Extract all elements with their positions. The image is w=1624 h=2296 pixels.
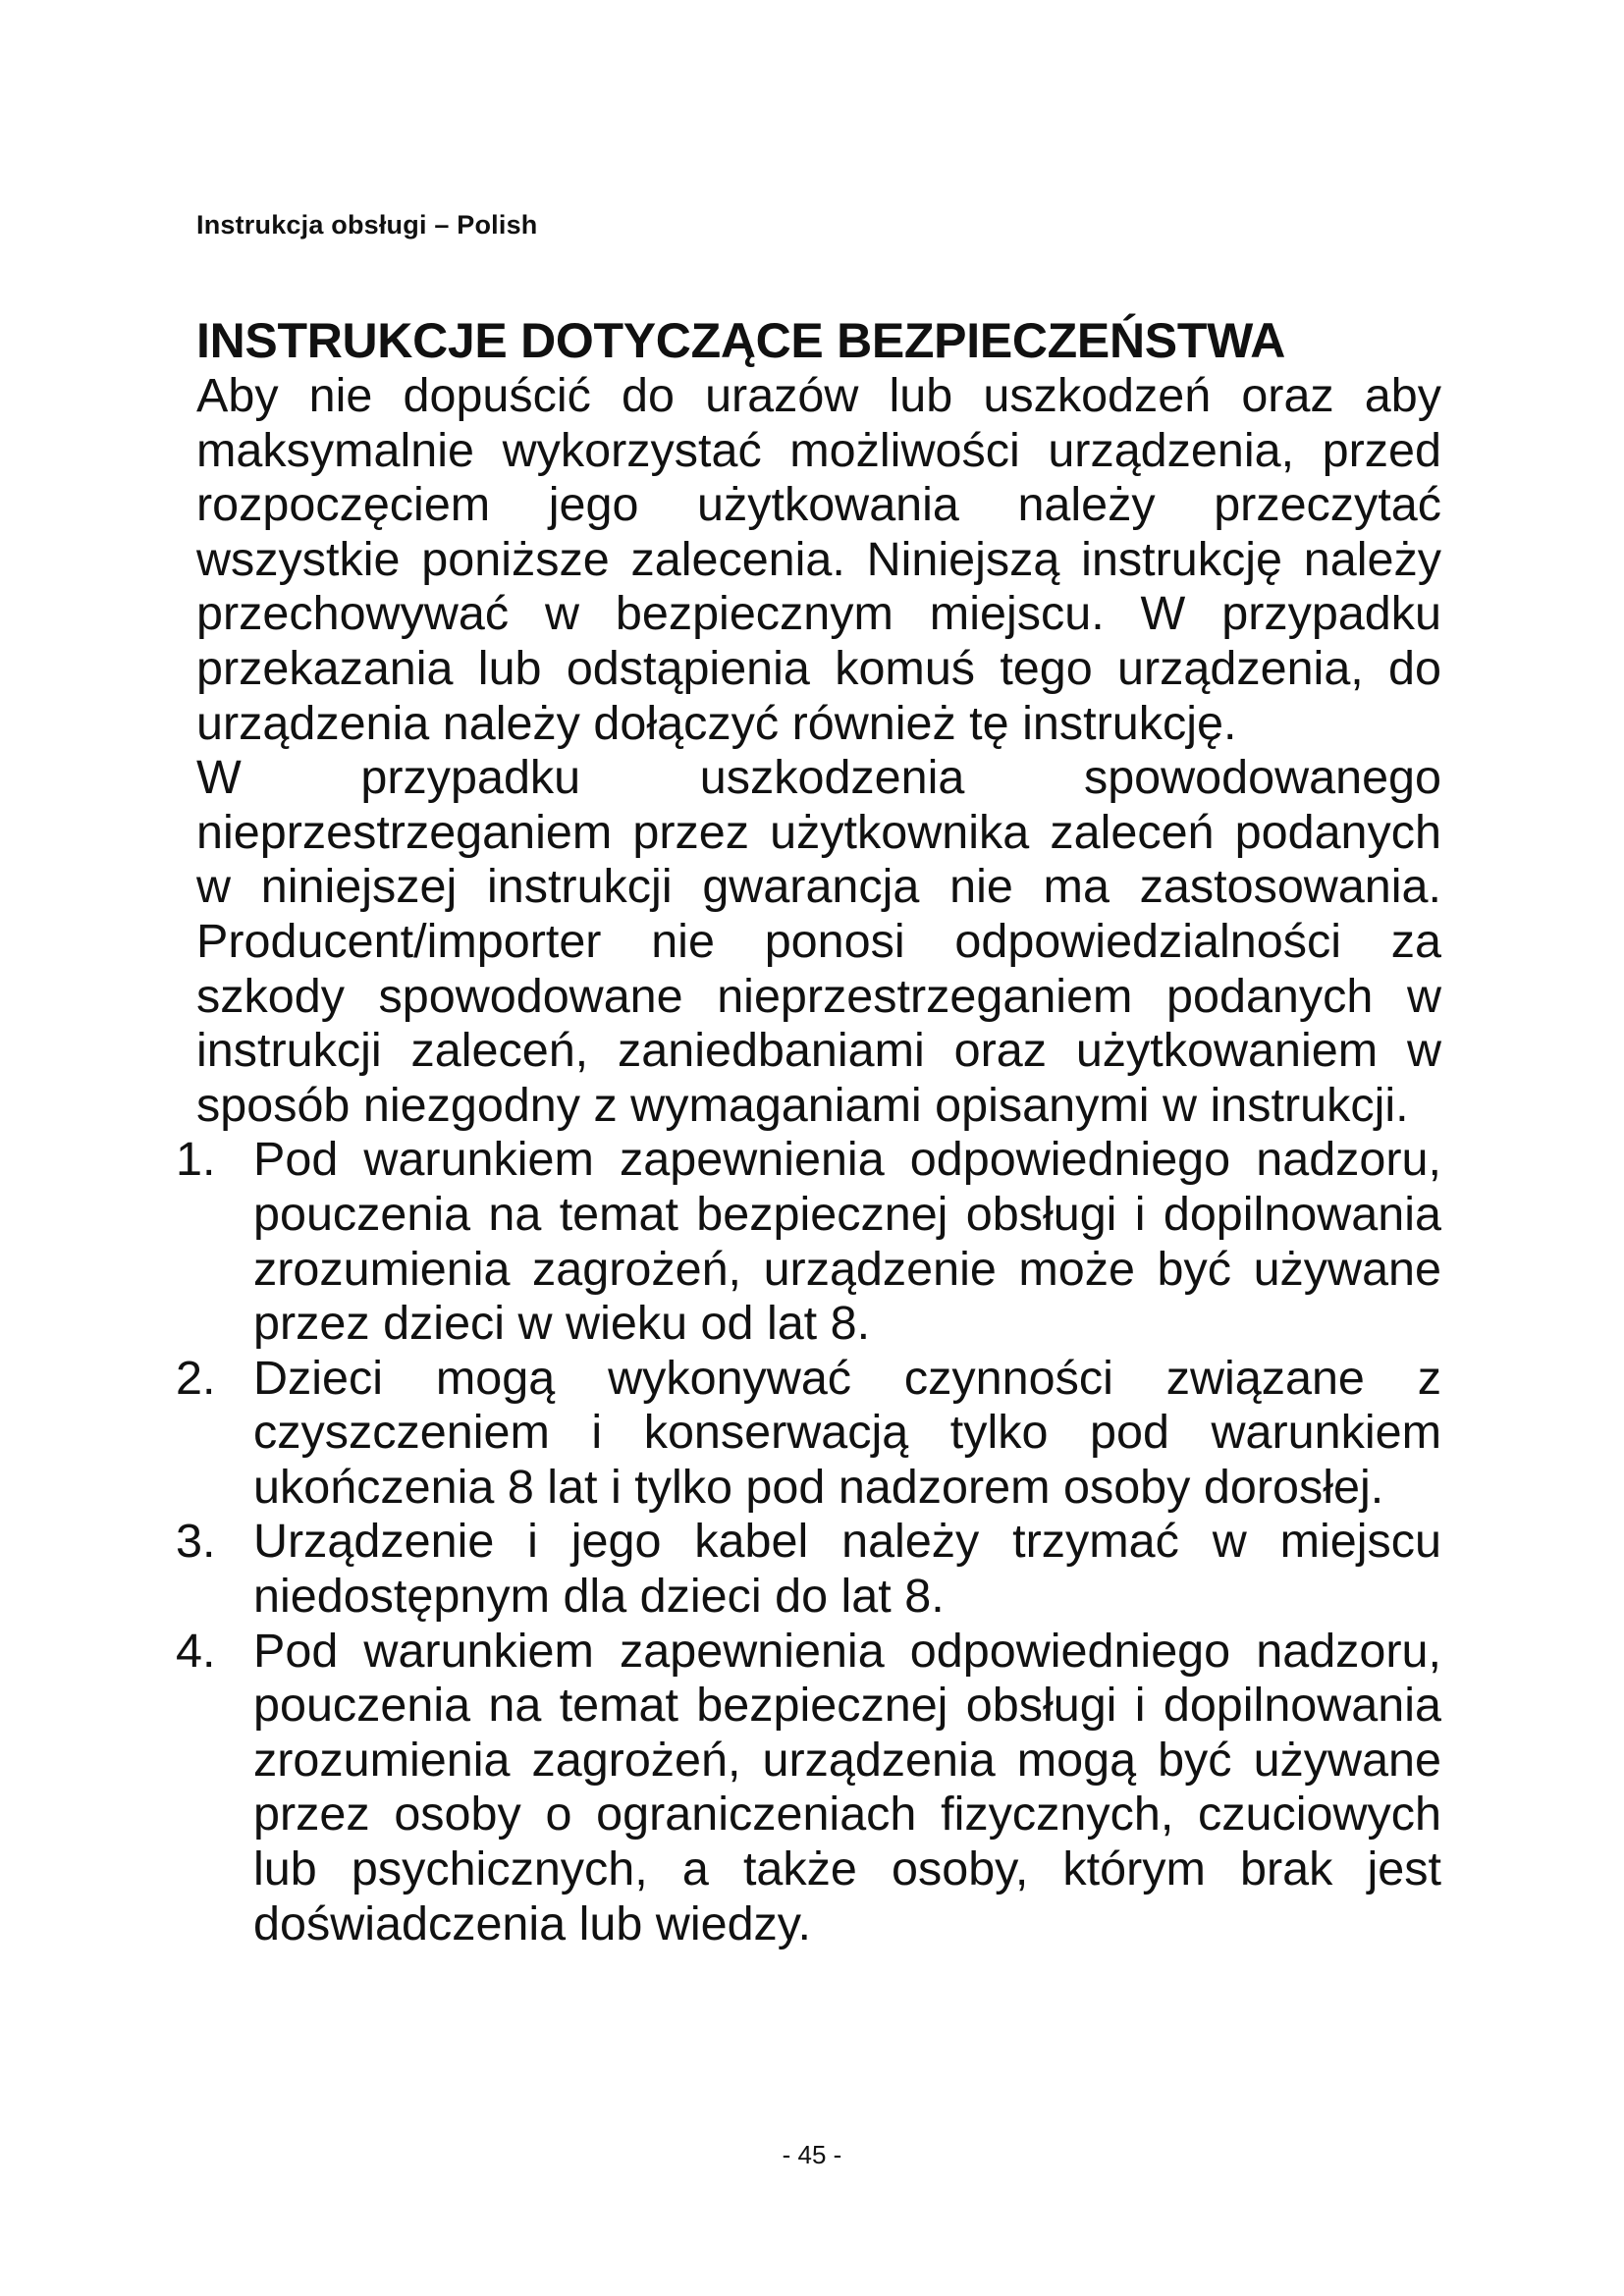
running-header: Instrukcja obsługi – Polish — [196, 210, 538, 240]
list-item-text: Pod warunkiem zapewnienia odpowiedniego nadzoru, pouczenia na temat bezpiecznej obsługi i dopilnowania zrozumienia zagrożeń, urządzenia mogą być używane przez osoby o ograniczeniach fizycznych, czuciowych lub psychicznych, a także osoby, którym brak jest doświadczenia lub wiedzy. — [253, 1624, 1441, 1950]
list-item-number: 2. — [176, 1351, 216, 1405]
page-number: - 45 - — [782, 2140, 842, 2169]
list-item — [176, 1133, 1441, 1351]
list-item-number: 1. — [176, 1133, 216, 1187]
list-item-text: Dzieci mogą wykonywać czynności związane z czyszczeniem i konserwacją tylko pod warunkiem ukończenia 8 lat i tylko pod nadzorem osoby dorosłej. — [253, 1351, 1441, 1514]
list-item-text: Urządzenie i jego kabel należy trzymać w miejscu niedostępnym dla dzieci do lat 8. — [253, 1515, 1441, 1624]
list-item — [176, 1624, 1441, 1952]
list-item-text: Pod warunkiem zapewnienia odpowiedniego nadzoru, pouczenia na temat bezpiecznej obsługi i dopilnowania zrozumienia zagrożeń, urządzenie może być używane przez dzieci w wieku od lat 8. — [253, 1133, 1441, 1351]
safety-list — [176, 1133, 1441, 1951]
list-item — [176, 1515, 1441, 1624]
list-item-number: 3. — [176, 1515, 216, 1569]
section-title: INSTRUKCJE DOTYCZĄCE BEZPIECZEŃSTWA — [196, 313, 1286, 368]
warranty-paragraph: W przypadku uszkodzenia spowodowanego nieprzestrzeganiem przez użytkownika zaleceń podanych w niniejszej instrukcji gwarancja nie ma zastosowania. Producent/importer nie ponosi odpowiedzialności za szkody spowodowane nieprzestrzeganiem podanych w instrukcji zaleceń, zaniedbaniami oraz użytkowaniem w sposób niezgodny z wymaganiami opisanymi w instrukcji. — [196, 751, 1441, 1132]
page-content — [176, 312, 1441, 1951]
intro-paragraph: Aby nie dopuścić do urazów lub uszkodzeń oraz aby maksymalnie wykorzystać możliwości urządzenia, przed rozpoczęciem jego użytkowania należy przeczytać wszystkie poniższe zalecenia. Niniejszą instrukcję należy przechowywać w bezpiecznym miejscu. W przypadku przekazania lub odstąpienia komuś tego urządzenia, do urządzenia należy dołączyć również tę instrukcję. — [196, 369, 1441, 750]
list-item — [176, 1351, 1441, 1516]
list-item-number: 4. — [176, 1624, 216, 1678]
